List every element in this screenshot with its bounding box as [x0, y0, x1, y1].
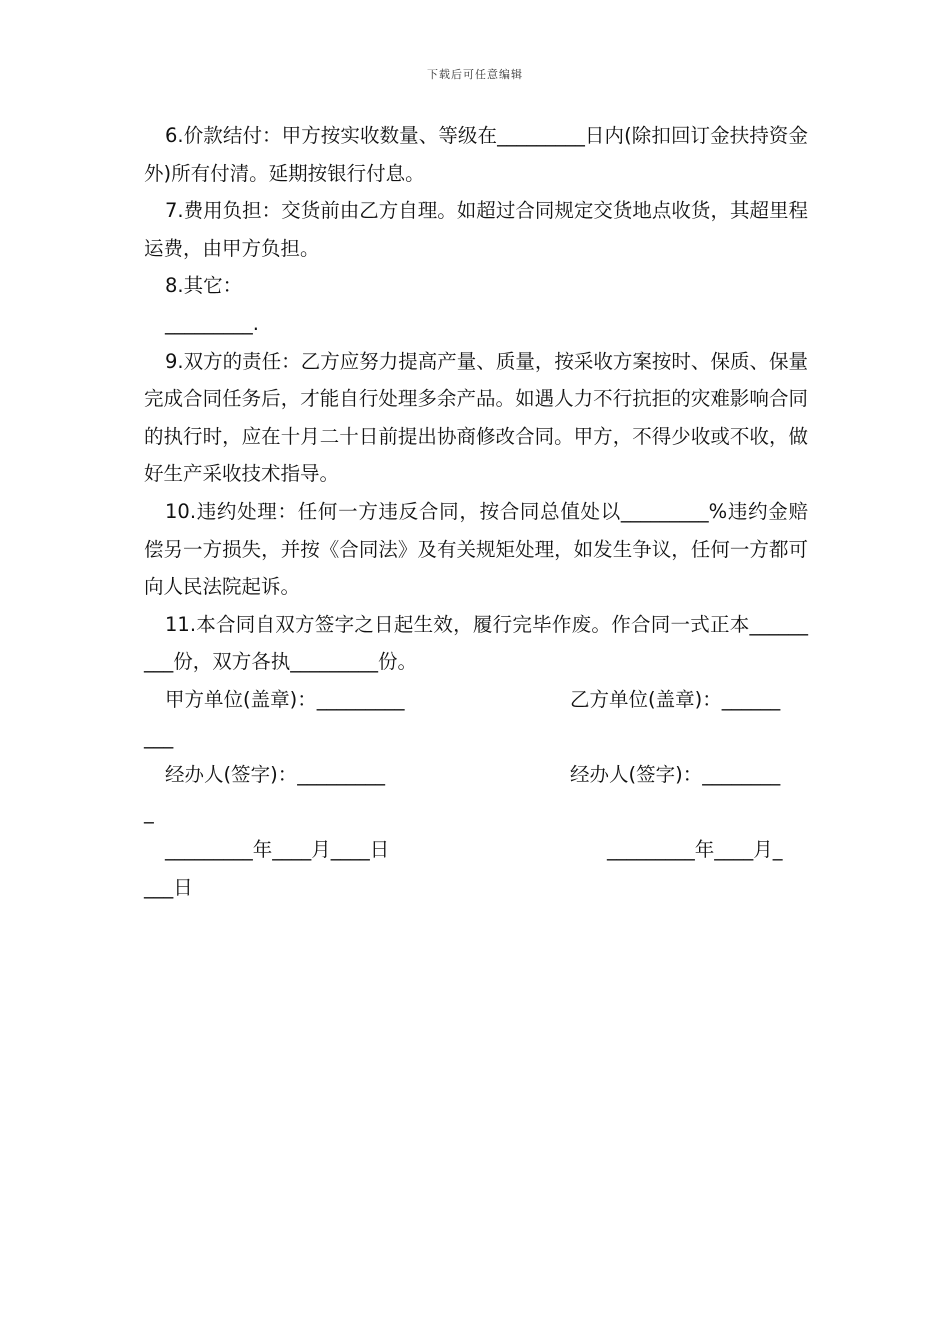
clause-6-payment: 6.价款结付：甲方按实收数量、等级在_________日内(除扣回订金扶持资金外)所有付清。延期按银行付息。 [144, 124, 808, 185]
page-header: 下载后可任意编辑 [427, 68, 523, 81]
party-b-date-wrap: ___日 [144, 875, 193, 899]
party-a-unit: 甲方单位(盖章)：_________ [165, 687, 405, 711]
party-a-date: _________年____月____日 [165, 838, 390, 862]
clause-9-responsibilities: 9.双方的责任：乙方应努力提高产量、质量，按采收方案按时、保质、保量完成合同任务后，才能自行处理多余产品。如遇人力不行抗拒的灾难影响合同的执行时，应在十月二十日前提出协商修改合同。甲方，不得少收或不收，做好生产采收技术指导。 [144, 349, 808, 486]
clause-11-effective: 11.本合同自双方签字之日起生效，履行完毕作废。作合同一式正本_________份，双方各执_________份。 [144, 612, 808, 674]
party-b-agent-wrap: _ [144, 800, 154, 824]
clause-7-expenses: 7.费用负担：交货前由乙方自理。如超过合同规定交货地点收货，其超里程运费，由甲方负担。 [144, 199, 808, 260]
party-a-agent: 经办人(签字)：_________ [165, 763, 385, 787]
contract-body [144, 117, 808, 906]
party-b-date: _________年____月_ [607, 838, 783, 862]
party-b-unit: 乙方单位(盖章)：______ [570, 687, 781, 711]
clause-10-breach: 10.违约处理：任何一方违反合同，按合同总值处以_________%违约金赔偿另一方损失，并按《合同法》及有关规矩处理，如发生争议，任何一方都可向人民法院起诉。 [144, 499, 808, 599]
signature-row-unit [144, 681, 808, 756]
signature-row-agent [144, 756, 808, 831]
clause-8-other-blank: _________. [165, 311, 259, 335]
signature-row-date [144, 831, 808, 906]
party-b-agent: 经办人(签字)：________ [570, 763, 781, 787]
party-b-unit-wrap: ___ [144, 725, 174, 749]
clause-8-other: 8.其它： [165, 274, 243, 298]
